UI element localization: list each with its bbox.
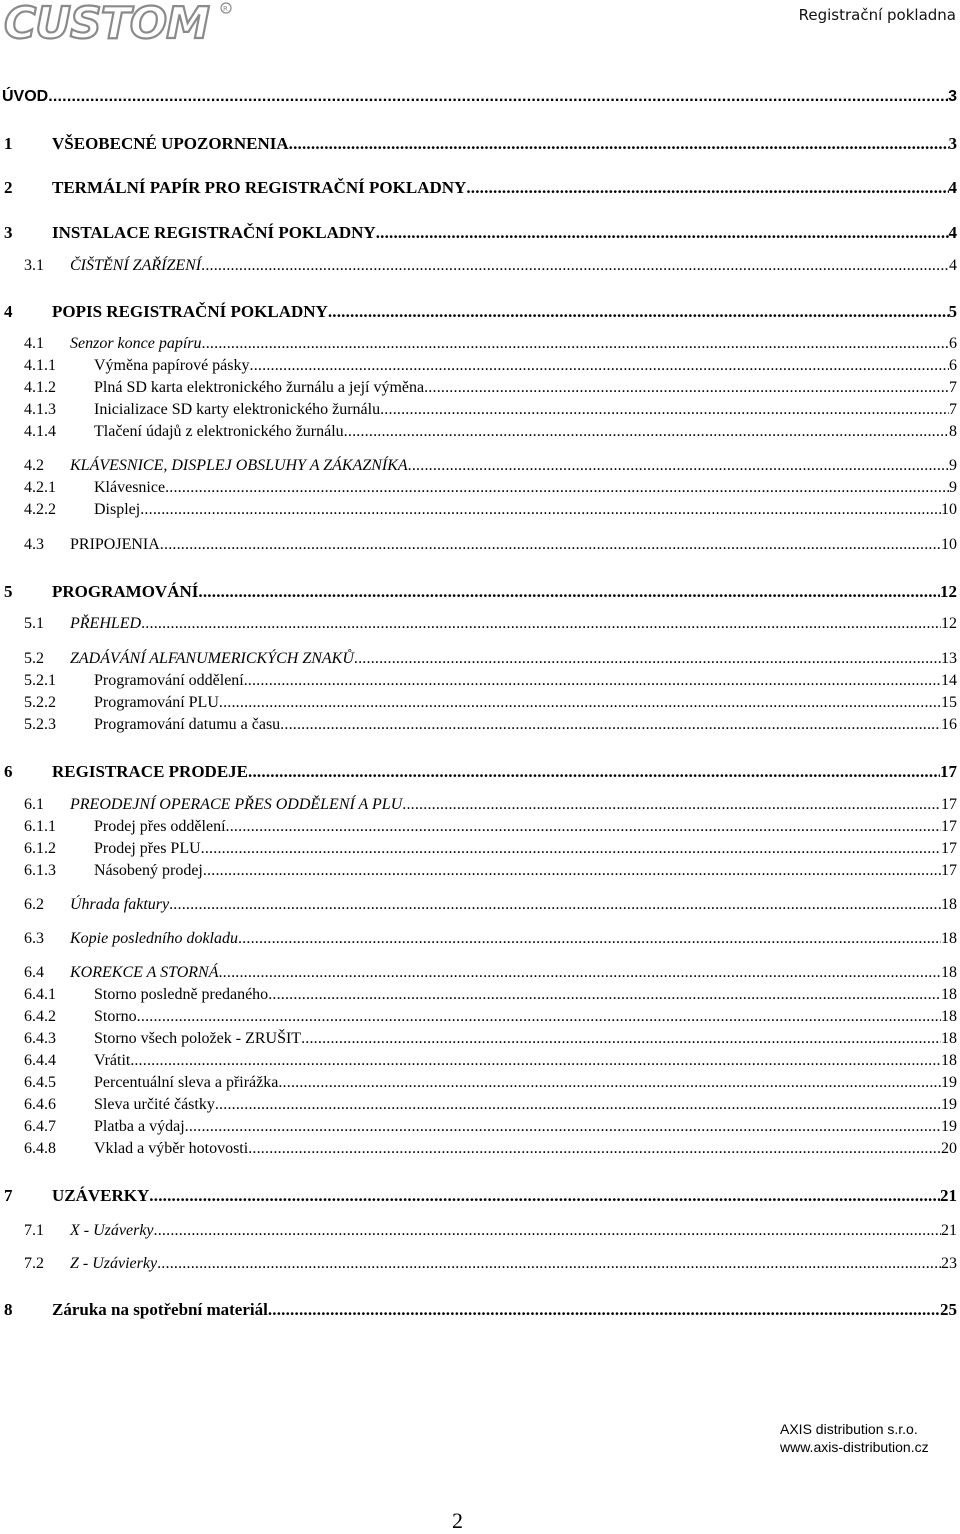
toc-entry-title: Plná SD karta elektronického žurnálu a její výměna — [94, 379, 425, 396]
toc-entry-page: 18 — [941, 1030, 957, 1047]
toc-entry[interactable] — [2, 87, 957, 107]
toc-entry-title: INSTALACE REGISTRAČNÍ POKLADNY — [52, 223, 376, 242]
toc-entry-page: 23 — [941, 1255, 957, 1272]
toc-entry[interactable] — [24, 929, 957, 949]
toc-entry[interactable] — [24, 693, 957, 713]
toc-entry-number: 5.1 — [24, 615, 44, 632]
toc-entry-title: Prodej přes oddělení — [94, 818, 226, 835]
toc-entry-title: Inicializace SD karty elektronického žurnálu — [94, 401, 381, 418]
toc-entry-title: PROGRAMOVÁNÍ — [52, 582, 199, 601]
toc-entry[interactable] — [4, 762, 957, 782]
toc-entry-title: Programování PLU — [94, 694, 219, 711]
toc-dot-leader — [278, 1073, 941, 1093]
toc-dot-leader — [280, 715, 941, 735]
toc-dot-leader — [48, 87, 948, 107]
toc-entry[interactable] — [24, 839, 957, 859]
toc-entry[interactable] — [24, 795, 957, 815]
toc-entry-number: 6.2 — [24, 896, 44, 913]
toc-entry-page: 10 — [941, 536, 957, 553]
toc-entry-page: 19 — [941, 1118, 957, 1135]
toc-entry-title: PŘEHLED — [70, 615, 142, 632]
toc-entry-page: 18 — [941, 896, 957, 913]
toc-entry-title: Z - Uzávierky — [70, 1255, 158, 1272]
toc-dot-leader — [250, 356, 949, 376]
toc-dot-leader — [354, 649, 941, 669]
toc-entry[interactable] — [24, 456, 957, 476]
toc-dot-leader — [185, 1117, 941, 1137]
toc-entry[interactable] — [24, 1254, 957, 1274]
toc-entry-number: 6.4.8 — [24, 1140, 56, 1157]
toc-entry[interactable] — [4, 302, 957, 322]
toc-entry[interactable] — [24, 378, 957, 398]
toc-dot-leader — [376, 223, 949, 243]
toc-entry[interactable] — [24, 861, 957, 881]
toc-dot-leader — [140, 500, 941, 520]
toc-entry-number: 6.1.3 — [24, 862, 56, 879]
toc-entry[interactable] — [4, 1300, 957, 1320]
toc-dot-leader — [160, 535, 941, 555]
toc-entry-number: 1 — [4, 134, 13, 153]
toc-dot-leader — [198, 582, 940, 602]
toc-entry-title: Programování datumu a času — [94, 716, 281, 733]
toc-entry[interactable] — [24, 256, 957, 276]
toc-entry-page: 7 — [949, 401, 957, 418]
toc-entry-number: 5 — [4, 582, 13, 601]
toc-entry-number: 6.4.3 — [24, 1030, 56, 1047]
toc-entry[interactable] — [24, 1139, 957, 1159]
toc-entry[interactable] — [4, 134, 957, 154]
toc-dot-leader — [149, 1186, 940, 1206]
toc-entry-title: Displej — [94, 501, 141, 518]
toc-entry[interactable] — [24, 500, 957, 520]
svg-text:CUSTOM: CUSTOM — [4, 0, 209, 44]
toc-entry-number: 6.4.7 — [24, 1118, 56, 1135]
toc-entry-page: 9 — [949, 479, 957, 496]
toc-entry[interactable] — [24, 1117, 957, 1137]
toc-dot-leader — [424, 378, 949, 398]
toc-entry-number: 4.1.4 — [24, 423, 56, 440]
toc-entry-page: 8 — [949, 423, 957, 440]
toc-entry-page: 16 — [941, 716, 957, 733]
toc-dot-leader — [344, 422, 949, 442]
toc-entry-title: ÚVOD — [2, 88, 49, 105]
toc-dot-leader — [215, 1095, 941, 1115]
toc-entry-number: 5.2.3 — [24, 716, 56, 733]
toc-entry[interactable] — [4, 178, 957, 198]
toc-entry-page: 9 — [949, 457, 957, 474]
toc-entry-title: PREODEJNÍ OPERACE PŘES ODDĚLENÍ A PLU — [70, 796, 403, 813]
toc-entry-title: Platba a výdaj — [94, 1118, 185, 1135]
toc-entry[interactable] — [24, 400, 957, 420]
toc-dot-leader — [226, 817, 941, 837]
toc-entry-number: 3 — [4, 223, 13, 242]
toc-entry-title: ČIŠTĚNÍ ZAŘÍZENÍ — [70, 257, 202, 274]
toc-entry-title: Úhrada faktury — [70, 896, 170, 913]
toc-entry-page: 15 — [941, 694, 957, 711]
toc-entry[interactable] — [4, 223, 957, 243]
toc-entry-number: 7.1 — [24, 1222, 44, 1239]
toc-entry-number: 6.1 — [24, 796, 44, 813]
toc-dot-leader — [238, 929, 941, 949]
toc-entry-number: 8 — [4, 1300, 13, 1319]
toc-dot-leader — [201, 256, 949, 276]
toc-entry[interactable] — [24, 334, 957, 354]
toc-entry-title: Sleva určité částky — [94, 1096, 215, 1113]
toc-entry-number: 4.2 — [24, 457, 44, 474]
toc-entry-page: 7 — [949, 379, 957, 396]
toc-entry-page: 17 — [940, 762, 957, 781]
toc-dot-leader — [157, 1254, 941, 1274]
toc-dot-leader — [218, 963, 941, 983]
toc-entry-title: X - Uzáverky — [70, 1222, 154, 1239]
toc-entry-page: 25 — [940, 1300, 957, 1319]
toc-dot-leader — [137, 1007, 941, 1027]
toc-entry-page: 17 — [941, 840, 957, 857]
toc-entry-title: TERMÁLNÍ PAPÍR PRO REGISTRAČNÍ POKLADNY — [52, 178, 467, 197]
toc-entry[interactable] — [24, 715, 957, 735]
toc-entry[interactable] — [4, 1186, 957, 1206]
toc-entry-number: 3.1 — [24, 257, 44, 274]
toc-entry-page: 18 — [941, 964, 957, 981]
toc-entry-title: Percentuální sleva a přirážka — [94, 1074, 279, 1091]
toc-entry[interactable] — [24, 649, 957, 669]
toc-entry[interactable] — [24, 1073, 957, 1093]
toc-entry-title: VŠEOBECNÉ UPOZORNENIA — [52, 134, 289, 153]
svg-text:R: R — [223, 5, 228, 13]
toc-entry-page: 12 — [940, 582, 957, 601]
toc-entry-number: 2 — [4, 178, 13, 197]
toc-entry-number: 6.4.5 — [24, 1074, 56, 1091]
toc-entry[interactable] — [24, 422, 957, 442]
toc-entry-title: POPIS REGISTRAČNÍ POKLADNY — [52, 302, 328, 321]
toc-entry[interactable] — [24, 478, 957, 498]
company-website[interactable]: www.axis-distribution.cz — [780, 1439, 929, 1455]
company-name: AXIS distribution s.r.o. — [780, 1421, 918, 1437]
toc-entry-number: 6.4.6 — [24, 1096, 56, 1113]
toc-entry-title: Klávesnice — [94, 479, 166, 496]
toc-dot-leader — [165, 478, 949, 498]
toc-entry-title: Prodej přes PLU — [94, 840, 201, 857]
toc-entry-number: 4.2.1 — [24, 479, 56, 496]
toc-entry[interactable] — [24, 817, 957, 837]
toc-entry[interactable] — [24, 1051, 957, 1071]
toc-entry-number: 6 — [4, 762, 13, 781]
toc-entry-title: PRIPOJENIA — [70, 536, 160, 553]
toc-entry-number: 4.1.2 — [24, 379, 56, 396]
toc-entry-title: KOREKCE A STORNÁ — [70, 964, 219, 981]
toc-dot-leader — [202, 334, 949, 354]
toc-entry-page: 20 — [941, 1140, 957, 1157]
toc-entry-title: Programování oddělení. — [94, 672, 248, 689]
toc-entry[interactable] — [24, 356, 957, 376]
toc-entry-number: 7.2 — [24, 1255, 44, 1272]
toc-entry-number: 7 — [4, 1186, 13, 1205]
toc-entry-title: REGISTRACE PRODEJE — [52, 762, 249, 781]
toc-entry-number: 4.1.1 — [24, 357, 56, 374]
toc-entry-page: 21 — [940, 1186, 957, 1205]
toc-dot-leader — [328, 302, 949, 322]
toc-entry-page: 17 — [941, 796, 957, 813]
toc-entry-number: 4.1 — [24, 335, 44, 352]
toc-entry-page: 19 — [941, 1096, 957, 1113]
toc-entry-page: 14 — [941, 672, 957, 689]
toc-entry[interactable] — [24, 671, 957, 691]
toc-dot-leader — [268, 985, 941, 1005]
toc-entry-title: Senzor konce papíru — [70, 335, 202, 352]
toc-entry[interactable] — [24, 895, 957, 915]
toc-entry-number: 4 — [4, 302, 13, 321]
toc-dot-leader — [248, 762, 940, 782]
document-title: Registrační pokladna — [798, 6, 956, 24]
toc-entry[interactable] — [4, 582, 957, 602]
toc-entry[interactable] — [24, 1095, 957, 1115]
toc-dot-leader — [154, 1221, 941, 1241]
page-number: 2 — [452, 1508, 463, 1533]
toc-entry[interactable] — [24, 614, 957, 634]
toc-entry-page: 18 — [941, 986, 957, 1003]
toc-dot-leader — [466, 178, 948, 198]
toc-entry[interactable] — [24, 535, 957, 555]
toc-entry-title: UZÁVERKY — [52, 1186, 150, 1205]
toc-entry-page: 18 — [941, 1008, 957, 1025]
toc-entry-number: 4.3 — [24, 536, 44, 553]
toc-entry-title: Záruka na spotřební materiál — [52, 1300, 268, 1319]
toc-entry[interactable] — [24, 1007, 957, 1027]
toc-entry[interactable] — [24, 1029, 957, 1049]
toc-dot-leader — [402, 795, 941, 815]
toc-entry-title: Storno posledně predaného — [94, 986, 269, 1003]
toc-entry-page: 4 — [948, 178, 957, 197]
toc-entry[interactable] — [24, 1221, 957, 1241]
toc-dot-leader — [380, 400, 949, 420]
toc-entry[interactable] — [24, 985, 957, 1005]
toc-dot-leader — [248, 1139, 941, 1159]
toc-dot-leader — [289, 134, 949, 154]
toc-dot-leader — [219, 693, 941, 713]
toc-entry-title: Vrátit. — [94, 1052, 135, 1069]
footer-company — [760, 1420, 960, 1456]
toc-entry-title: Storno všech položek - ZRUŠIT — [94, 1030, 302, 1047]
toc-entry-number: 6.3 — [24, 930, 44, 947]
toc-entry-number: 6.1.2 — [24, 840, 56, 857]
toc-entry-number: 4.2.2 — [24, 501, 56, 518]
toc-entry-page: 18 — [941, 930, 957, 947]
toc-entry[interactable] — [24, 963, 957, 983]
toc-entry-number: 6.1.1 — [24, 818, 56, 835]
toc-dot-leader — [201, 839, 941, 859]
toc-entry-page: 19 — [941, 1074, 957, 1091]
toc-entry-number: 6.4.1 — [24, 986, 56, 1003]
toc-entry-page: 21 — [941, 1222, 957, 1239]
toc-entry-number: 5.2.1 — [24, 672, 56, 689]
toc-entry-number: 6.4 — [24, 964, 44, 981]
toc-entry-page: 6 — [949, 357, 957, 374]
toc-entry-title: Vklad a výběr hotovosti — [94, 1140, 249, 1157]
toc-dot-leader — [169, 895, 941, 915]
toc-dot-leader — [408, 456, 949, 476]
toc-entry-page: 12 — [941, 615, 957, 632]
toc-dot-leader — [134, 1051, 941, 1071]
toc-entry-title: ZADÁVÁNÍ ALFANUMERICKÝCH ZNAKŮ — [70, 650, 354, 667]
toc-entry-title: Násobený prodej — [94, 862, 203, 879]
toc-entry-page: 18 — [941, 1052, 957, 1069]
toc-entry-title: Výměna papírové pásky — [94, 357, 250, 374]
toc-entry-page: 13 — [941, 650, 957, 667]
toc-entry-title: Kopie posledního dokladu — [70, 930, 238, 947]
toc-dot-leader — [141, 614, 941, 634]
toc-entry-page: 4 — [949, 257, 957, 274]
toc-entry-number: 6.4.2 — [24, 1008, 56, 1025]
toc-entry-number: 5.2 — [24, 650, 44, 667]
toc-entry-page: 4 — [948, 223, 957, 242]
toc-dot-leader — [301, 1029, 941, 1049]
toc-entry-page: 3 — [948, 134, 957, 153]
toc-entry-page: 6 — [949, 335, 957, 352]
toc-dot-leader — [248, 671, 941, 691]
toc-entry-page: 3 — [948, 88, 957, 105]
toc-entry-page: 17 — [941, 818, 957, 835]
toc-entry-page: 10 — [941, 501, 957, 518]
toc-entry-page: 17 — [941, 862, 957, 879]
toc-entry-title: KLÁVESNICE, DISPLEJ OBSLUHY A ZÁKAZNÍKA — [70, 457, 408, 474]
toc-entry-title: Tlačení údajů z elektronického žurnálu — [94, 423, 344, 440]
toc-entry-page: 5 — [948, 302, 957, 321]
toc-dot-leader — [203, 861, 941, 881]
toc-entry-number: 5.2.2 — [24, 694, 56, 711]
toc-entry-number: 4.1.3 — [24, 401, 56, 418]
toc-dot-leader — [268, 1300, 940, 1320]
toc-entry-title: Storno — [94, 1008, 137, 1025]
toc-entry-number: 6.4.4 — [24, 1052, 56, 1069]
